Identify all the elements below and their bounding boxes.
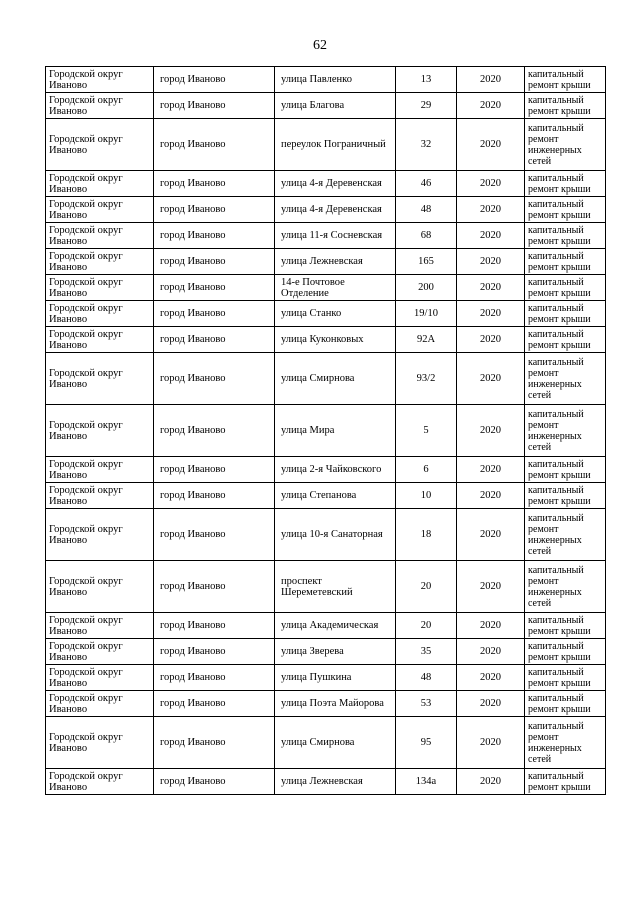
street-cell: улица 10-я Санаторная bbox=[275, 509, 396, 561]
work-type-cell: капитальный ремонт крыши bbox=[525, 93, 606, 119]
table-row bbox=[46, 301, 606, 327]
city-cell: город Иваново bbox=[154, 483, 275, 509]
work-type-cell: капитальный ремонт инженерных сетей bbox=[525, 561, 606, 613]
year-cell: 2020 bbox=[457, 405, 525, 457]
city-cell: город Иваново bbox=[154, 665, 275, 691]
house-number-cell: 165 bbox=[396, 249, 457, 275]
okrug-cell: Городской округ Иваново bbox=[46, 509, 154, 561]
street-cell: улица Благова bbox=[275, 93, 396, 119]
year-cell: 2020 bbox=[457, 769, 525, 795]
street-cell: улица Смирнова bbox=[275, 717, 396, 769]
year-cell: 2020 bbox=[457, 483, 525, 509]
work-type-cell: капитальный ремонт инженерных сетей bbox=[525, 509, 606, 561]
okrug-cell: Городской округ Иваново bbox=[46, 613, 154, 639]
year-cell: 2020 bbox=[457, 275, 525, 301]
house-number-cell: 46 bbox=[396, 171, 457, 197]
street-cell: проспект Шереметевский bbox=[275, 561, 396, 613]
city-cell: город Иваново bbox=[154, 353, 275, 405]
street-cell: улица Академическая bbox=[275, 613, 396, 639]
year-cell: 2020 bbox=[457, 561, 525, 613]
city-cell: город Иваново bbox=[154, 613, 275, 639]
city-cell: город Иваново bbox=[154, 249, 275, 275]
okrug-cell: Городской округ Иваново bbox=[46, 405, 154, 457]
work-type-cell: капитальный ремонт крыши bbox=[525, 249, 606, 275]
house-number-cell: 5 bbox=[396, 405, 457, 457]
year-cell: 2020 bbox=[457, 665, 525, 691]
okrug-cell: Городской округ Иваново bbox=[46, 639, 154, 665]
city-cell: город Иваново bbox=[154, 405, 275, 457]
year-cell: 2020 bbox=[457, 717, 525, 769]
year-cell: 2020 bbox=[457, 457, 525, 483]
okrug-cell: Городской округ Иваново bbox=[46, 197, 154, 223]
year-cell: 2020 bbox=[457, 301, 525, 327]
okrug-cell: Городской округ Иваново bbox=[46, 171, 154, 197]
table-row bbox=[46, 327, 606, 353]
year-cell: 2020 bbox=[457, 691, 525, 717]
year-cell: 2020 bbox=[457, 197, 525, 223]
year-cell: 2020 bbox=[457, 249, 525, 275]
city-cell: город Иваново bbox=[154, 119, 275, 171]
year-cell: 2020 bbox=[457, 327, 525, 353]
city-cell: город Иваново bbox=[154, 561, 275, 613]
house-number-cell: 6 bbox=[396, 457, 457, 483]
year-cell: 2020 bbox=[457, 171, 525, 197]
year-cell: 2020 bbox=[457, 93, 525, 119]
registry-table bbox=[45, 66, 606, 795]
work-type-cell: капитальный ремонт инженерных сетей bbox=[525, 119, 606, 171]
okrug-cell: Городской округ Иваново bbox=[46, 223, 154, 249]
house-number-cell: 35 bbox=[396, 639, 457, 665]
street-cell: улица Смирнова bbox=[275, 353, 396, 405]
okrug-cell: Городской округ Иваново bbox=[46, 691, 154, 717]
table-row bbox=[46, 613, 606, 639]
year-cell: 2020 bbox=[457, 223, 525, 249]
table-row bbox=[46, 93, 606, 119]
table-row bbox=[46, 353, 606, 405]
work-type-cell: капитальный ремонт крыши bbox=[525, 67, 606, 93]
work-type-cell: капитальный ремонт крыши bbox=[525, 223, 606, 249]
okrug-cell: Городской округ Иваново bbox=[46, 561, 154, 613]
street-cell: улица Станко bbox=[275, 301, 396, 327]
table-row bbox=[46, 561, 606, 613]
table-row bbox=[46, 405, 606, 457]
work-type-cell: капитальный ремонт крыши bbox=[525, 301, 606, 327]
city-cell: город Иваново bbox=[154, 223, 275, 249]
table-row bbox=[46, 769, 606, 795]
table-row bbox=[46, 483, 606, 509]
city-cell: город Иваново bbox=[154, 691, 275, 717]
house-number-cell: 95 bbox=[396, 717, 457, 769]
year-cell: 2020 bbox=[457, 639, 525, 665]
work-type-cell: капитальный ремонт инженерных сетей bbox=[525, 717, 606, 769]
house-number-cell: 68 bbox=[396, 223, 457, 249]
table-row bbox=[46, 691, 606, 717]
street-cell: улица Степанова bbox=[275, 483, 396, 509]
table-row bbox=[46, 197, 606, 223]
okrug-cell: Городской округ Иваново bbox=[46, 327, 154, 353]
work-type-cell: капитальный ремонт крыши bbox=[525, 197, 606, 223]
year-cell: 2020 bbox=[457, 509, 525, 561]
house-number-cell: 29 bbox=[396, 93, 457, 119]
table-row bbox=[46, 665, 606, 691]
page-number: 62 bbox=[313, 38, 327, 53]
house-number-cell: 134а bbox=[396, 769, 457, 795]
street-cell: улица Пушкина bbox=[275, 665, 396, 691]
house-number-cell: 32 bbox=[396, 119, 457, 171]
house-number-cell: 48 bbox=[396, 197, 457, 223]
year-cell: 2020 bbox=[457, 613, 525, 639]
street-cell: улица 2-я Чайковского bbox=[275, 457, 396, 483]
street-cell: улица Поэта Майорова bbox=[275, 691, 396, 717]
street-cell: улица 4-я Деревенская bbox=[275, 197, 396, 223]
city-cell: город Иваново bbox=[154, 769, 275, 795]
city-cell: город Иваново bbox=[154, 197, 275, 223]
city-cell: город Иваново bbox=[154, 301, 275, 327]
house-number-cell: 200 bbox=[396, 275, 457, 301]
table-row bbox=[46, 509, 606, 561]
work-type-cell: капитальный ремонт инженерных сетей bbox=[525, 405, 606, 457]
work-type-cell: капитальный ремонт крыши bbox=[525, 639, 606, 665]
house-number-cell: 93/2 bbox=[396, 353, 457, 405]
house-number-cell: 20 bbox=[396, 613, 457, 639]
work-type-cell: капитальный ремонт крыши bbox=[525, 171, 606, 197]
okrug-cell: Городской округ Иваново bbox=[46, 665, 154, 691]
street-cell: улица 11-я Сосневская bbox=[275, 223, 396, 249]
work-type-cell: капитальный ремонт крыши bbox=[525, 457, 606, 483]
table-row bbox=[46, 223, 606, 249]
house-number-cell: 48 bbox=[396, 665, 457, 691]
year-cell: 2020 bbox=[457, 353, 525, 405]
okrug-cell: Городской округ Иваново bbox=[46, 483, 154, 509]
street-cell: улица Куконковых bbox=[275, 327, 396, 353]
house-number-cell: 20 bbox=[396, 561, 457, 613]
table-row bbox=[46, 119, 606, 171]
okrug-cell: Городской округ Иваново bbox=[46, 93, 154, 119]
house-number-cell: 19/10 bbox=[396, 301, 457, 327]
table-row bbox=[46, 457, 606, 483]
table-row bbox=[46, 171, 606, 197]
street-cell: улица Лежневская bbox=[275, 249, 396, 275]
city-cell: город Иваново bbox=[154, 171, 275, 197]
registry-table-body bbox=[46, 67, 606, 795]
okrug-cell: Городской округ Иваново bbox=[46, 301, 154, 327]
table-row bbox=[46, 67, 606, 93]
city-cell: город Иваново bbox=[154, 457, 275, 483]
okrug-cell: Городской округ Иваново bbox=[46, 457, 154, 483]
street-cell: улица Павленко bbox=[275, 67, 396, 93]
table-row bbox=[46, 639, 606, 665]
work-type-cell: капитальный ремонт крыши bbox=[525, 327, 606, 353]
city-cell: город Иваново bbox=[154, 93, 275, 119]
table-row bbox=[46, 275, 606, 301]
city-cell: город Иваново bbox=[154, 67, 275, 93]
work-type-cell: капитальный ремонт крыши bbox=[525, 483, 606, 509]
work-type-cell: капитальный ремонт инженерных сетей bbox=[525, 353, 606, 405]
street-cell: улица 4-я Деревенская bbox=[275, 171, 396, 197]
house-number-cell: 92А bbox=[396, 327, 457, 353]
city-cell: город Иваново bbox=[154, 275, 275, 301]
okrug-cell: Городской округ Иваново bbox=[46, 249, 154, 275]
work-type-cell: капитальный ремонт крыши bbox=[525, 613, 606, 639]
work-type-cell: капитальный ремонт крыши bbox=[525, 665, 606, 691]
okrug-cell: Городской округ Иваново bbox=[46, 353, 154, 405]
year-cell: 2020 bbox=[457, 67, 525, 93]
work-type-cell: капитальный ремонт крыши bbox=[525, 769, 606, 795]
work-type-cell: капитальный ремонт крыши bbox=[525, 275, 606, 301]
house-number-cell: 13 bbox=[396, 67, 457, 93]
year-cell: 2020 bbox=[457, 119, 525, 171]
okrug-cell: Городской округ Иваново bbox=[46, 769, 154, 795]
okrug-cell: Городской округ Иваново bbox=[46, 67, 154, 93]
street-cell: улица Лежневская bbox=[275, 769, 396, 795]
okrug-cell: Городской округ Иваново bbox=[46, 119, 154, 171]
okrug-cell: Городской округ Иваново bbox=[46, 717, 154, 769]
city-cell: город Иваново bbox=[154, 509, 275, 561]
city-cell: город Иваново bbox=[154, 717, 275, 769]
table-row bbox=[46, 717, 606, 769]
street-cell: улица Мира bbox=[275, 405, 396, 457]
house-number-cell: 53 bbox=[396, 691, 457, 717]
street-cell: улица Зверева bbox=[275, 639, 396, 665]
okrug-cell: Городской округ Иваново bbox=[46, 275, 154, 301]
city-cell: город Иваново bbox=[154, 639, 275, 665]
street-cell: 14-е Почтовое Отделение bbox=[275, 275, 396, 301]
table-row bbox=[46, 249, 606, 275]
house-number-cell: 18 bbox=[396, 509, 457, 561]
work-type-cell: капитальный ремонт крыши bbox=[525, 691, 606, 717]
street-cell: переулок Пограничный bbox=[275, 119, 396, 171]
city-cell: город Иваново bbox=[154, 327, 275, 353]
house-number-cell: 10 bbox=[396, 483, 457, 509]
